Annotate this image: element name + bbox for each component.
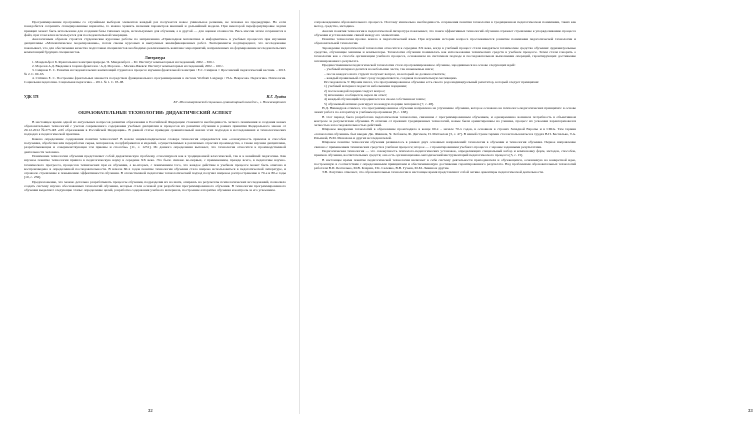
article-body-right-bottom <box>314 106 576 175</box>
list-item: – учебный материал делится на небольшие части, так называемые шаги; <box>324 67 434 72</box>
paragraph: В настоящее время одной из актуальных вопросов развития образования в Российской Федерации становится необходимость четкого понимания и создания новых образовательных технологий с учетом современного содержания учебных дисциплин и процессов их развития обучения в рамках принятия Федерального закона от 29.12.2012 №273-ФЗ «Об образовании в Российской Федерации». В данной статье приведен сравнительный анализ этих подходов в исследованиях и технологических подходах к педагогической практике. <box>24 119 286 137</box>
right-page <box>300 0 753 424</box>
left-intro <box>24 20 286 54</box>
paragraph: Предшественником педагогической технологии стало программированное обучение, зародившееся на основе следующих идей: <box>322 62 516 67</box>
list-item: 3) мгновенно сообщается, верен ли ответ; <box>324 93 388 98</box>
paragraph: Предположение, что можно детально разрабатывать процессы обучения, подразделив их на шаги, опираясь на результаты психологических исследований, позволило создать систему научно обоснованных технологий обучения, которые стали основой для разработки программированного обучения. В технологии программированного обучения выделяют следующие этапы: определение целей, разработка содержания учебного материала, построение алгоритма обучения и контроль за его усвоением. <box>24 179 286 193</box>
enumerated-list <box>314 67 576 106</box>
list-item: 1) учебный материал подается небольшими порциями; <box>324 84 407 89</box>
list-item: 4) каждый обучающийся продвигается в своем собственном темпе; <box>324 97 426 102</box>
paragraph: В этот период была разработана педагогическая технология, связанная с программированным обучением, и одновременно возникла потребность в объективном контроле за результатами обучения. В отличие от прежних традиционных технологий, новые были ориентированы на ученика, процесс их усвоения характеризовался четкостью и последовательностью действий. <box>314 114 576 128</box>
paragraph: Каково определение содержания понятия технология? В новом энциклопедическом словаре технология определяется как «совокупность приемов и способов получения, обработки или переработки сырья, материалов, полуфабрикатов и изделий, осуществляемых в различных отраслях производства, а также научная дисциплина, разрабатывающая и совершенствующая эти приемы и способы» [11, с. 1231]. Из данного определения вытекает, что технология относится к производственной деятельности человека. <box>24 136 286 154</box>
paragraph: сопровождением образовательного процесса. Поэтому изначально необходимость сохранения понятия технология в традиционном педагогическом понимании, таких как метод, средство, методика. <box>314 20 576 29</box>
article-body-left <box>24 120 286 193</box>
list-item: Исследователь У. Шрамм писал, что программированное обучение есть своего рода индивидуальный репетитор, который следует принципам: <box>324 80 540 85</box>
list-item: 2) после каждой порции следует вопрос; <box>324 88 386 93</box>
paragraph: Анализ понятия технология в педагогической литературе показывает, что поиск эффективных технологий обучения отражает стремление к упорядочиванию процесса обучения и установлению связей между его элементами. <box>314 28 576 37</box>
page-number-right: 33 <box>748 408 753 413</box>
author-affiliation: БУ «Нижневартовский социально-гуманитарный колледж», г. Нижневартовск <box>173 99 286 104</box>
left-page <box>0 0 300 424</box>
article-body-right-top <box>314 20 576 67</box>
udk-code: УДК 378 <box>24 95 39 100</box>
paragraph: Т.В. Лазутина отмечает, что образовательные технологии в настоящее время представляют собой четкие ориентиры педагогической деятельности. <box>322 170 544 175</box>
paragraph: Понятие технология прочно вошло в педагогический язык. При изучении истории вопроса прослеживается развитие понимания педагогической технологии и образовательной технологии. <box>314 37 576 46</box>
paragraph: В настоящее время понятие педагогической технологии включает в себя систему деятельности преподавателя и обучающихся, основанную на конкретной идее, построенную в соответствии с определенными принципами и обеспечивающую достижение гарантированного результата. Над проблемами образовательных технологий работали В.П. Беспалько, М.В. Кларин, Г.К. Селевко, В.В. Гузеев, М.М. Левина и другие. <box>314 157 576 171</box>
paragraph: Программирование программы со случайным выбором элементов каждый раз получается новое уникальное решение, не похожее на предыдущие. Но если понадобится сохранить сгенерированные варианты, то можно хранить значения параметров внешней и дальнейшей модели. При некоторой переформулировке задачи принцип может быть использован для создания базы типовых задач, используемых для обучения, а в другой — для оценки сложности. Весь массив затем сохраняется в файл, при этом ключ используется для последовательной генерации. <box>24 20 286 37</box>
paragraph: Широкое внедрение технологий в образование происходило в конце 60-х – начале 70-х годов, в основном в странах Западной Европы и в США. Там термин «технология обучения» был введен Дж. Финном, Ч. Хобаном, Ф. Дигэмом, П. Митчелом [3, с. 47]. В нашей стране термин стал использоваться в трудах В.П. Беспалько, Т.А. Ильиной, В.М. Монахова и других исследователей. <box>314 127 576 141</box>
paragraph: Педагогическая технология — это совокупность психолого-педагогических установок, определяющих специальный набор и компоновку форм, методов, способов, приемов обучения, воспитательных средств; она есть организационно-методический инструментарий педагогического процесса [5, с. 15]. <box>314 148 576 158</box>
paragraph: Широкое понятие технологии обучения развивалось в рамках двух основных направлений: технология в обучении и технология обучения. Первое направление связано с применением технических средств в учебном процессе; второе — с проектированием учебного процесса с заранее заданными результатами. <box>314 140 576 149</box>
reference-item: 1. Мандельброт Б. Фрактальная геометрия природы / Б. Мандельброт. – М.: Институт компьютерных исследований, 2002. – 656 с. <box>32 60 215 65</box>
references-title: Литература <box>144 56 166 61</box>
paragraph: Зарождение педагогической технологии относится к середине XX века, когда в учебный процесс стали внедряться технические средства обучения: аудиовизуальные средства, обучающие машины и компьютеры. Технология обучения понималась как использование технических средств в учебном процессе. Затем стали говорить о технологии как о способе организации учебного процесса, основанном на системном подходе и последовательном выполнении операций, гарантирующих достижение запланированного результата. <box>314 45 576 63</box>
paragraph: Аналогичным образом строятся студенческие курсовые работы по направлению «Прикладная математика и информатика» в учебных процессах при изучении дисциплины «Математическое моделирование», потом смены курсовых и выпускных квалификационных работ. Эксперименты подтверждают, что исследование показывает, что для обеспечения качества подготовки специалистов необходимо реализовывать комплекс мероприятий, направленных на формирование исследовательских компетенций будущих специалистов. <box>24 37 286 55</box>
reference-item: 3. Смирнов Е. С. Развитие исследовательских компетенций студентов в процессе изучения фрактальной геометрии / Е.С. Смирнов // Ярославский педагогический вестник. – 2013. № 2. С. 60–63. <box>24 68 286 77</box>
paragraph: Понимание технологии обучения представляет собой дидактическую проблему, относящуюся как к традиционной классической, так и к новейшей педагогике. Как научное понятие технология пришла в педагогическую науку в середине XX века. Это было связано во-первых, с применением, прежде всего, в педагогике научно-технического прогресса, процессов технических при ее обучении, а во-вторых, с пониманием того, что каждое действие в учебном процессе может быть описано и воспроизведено в определенной последовательности. В начале 60-х годов понятие технологии обучения стало широко использоваться в педагогической литературе, и отражало стремление к повышению эффективности обучения. В отечественной педагогике технологический подход получил широкое распространение в 70-е и 80-е годы [10, с. 256]. <box>24 153 286 180</box>
references <box>24 56 286 85</box>
article-title: ОБРАЗОВАТЕЛЬНЫЕ ТЕХНОЛОГИИ: ДИДАКТИЧЕСКИЙ АСПЕКТ <box>78 109 232 115</box>
list-item: 5) обучаемый активно реагирует на каждую порцию материала [7, с. 48]. <box>324 101 435 106</box>
reference-item: 2. Морозов А.Д. Введение в теорию фракталов / А.Д. Морозов. – Москва-Ижевск: Институт компьютерных исследований, 2002. – 160 с. <box>32 64 224 69</box>
list-item: – каждый правильный ответ сразу подкрепляется, создавая положительную мотивацию. <box>324 75 458 80</box>
list-item: – после каждого шага студент получает вопрос, на который он должен ответить; <box>324 71 446 76</box>
reference-item: 4. Стёпина Е. С. Построение фрактальных множеств посредством функционального программирования в системе Wolfram Language / Н.А. Некрасова. Педагогика. Психология. Социальная педагогика. Социальная педагогика. – 2011. № 1. С. 93–98. <box>24 76 286 85</box>
paragraph: Н.Д. Никандров отмечал, что программированное обучение направлено на улучшение обучения, которое основано на психолого-педагогических принципах: в основе лежит работа по алгоритму и учебным программам [8, с. 168]. <box>314 105 576 115</box>
page-number-left: 32 <box>148 408 153 413</box>
author-name: Н.Г. Лунёва <box>266 95 286 100</box>
